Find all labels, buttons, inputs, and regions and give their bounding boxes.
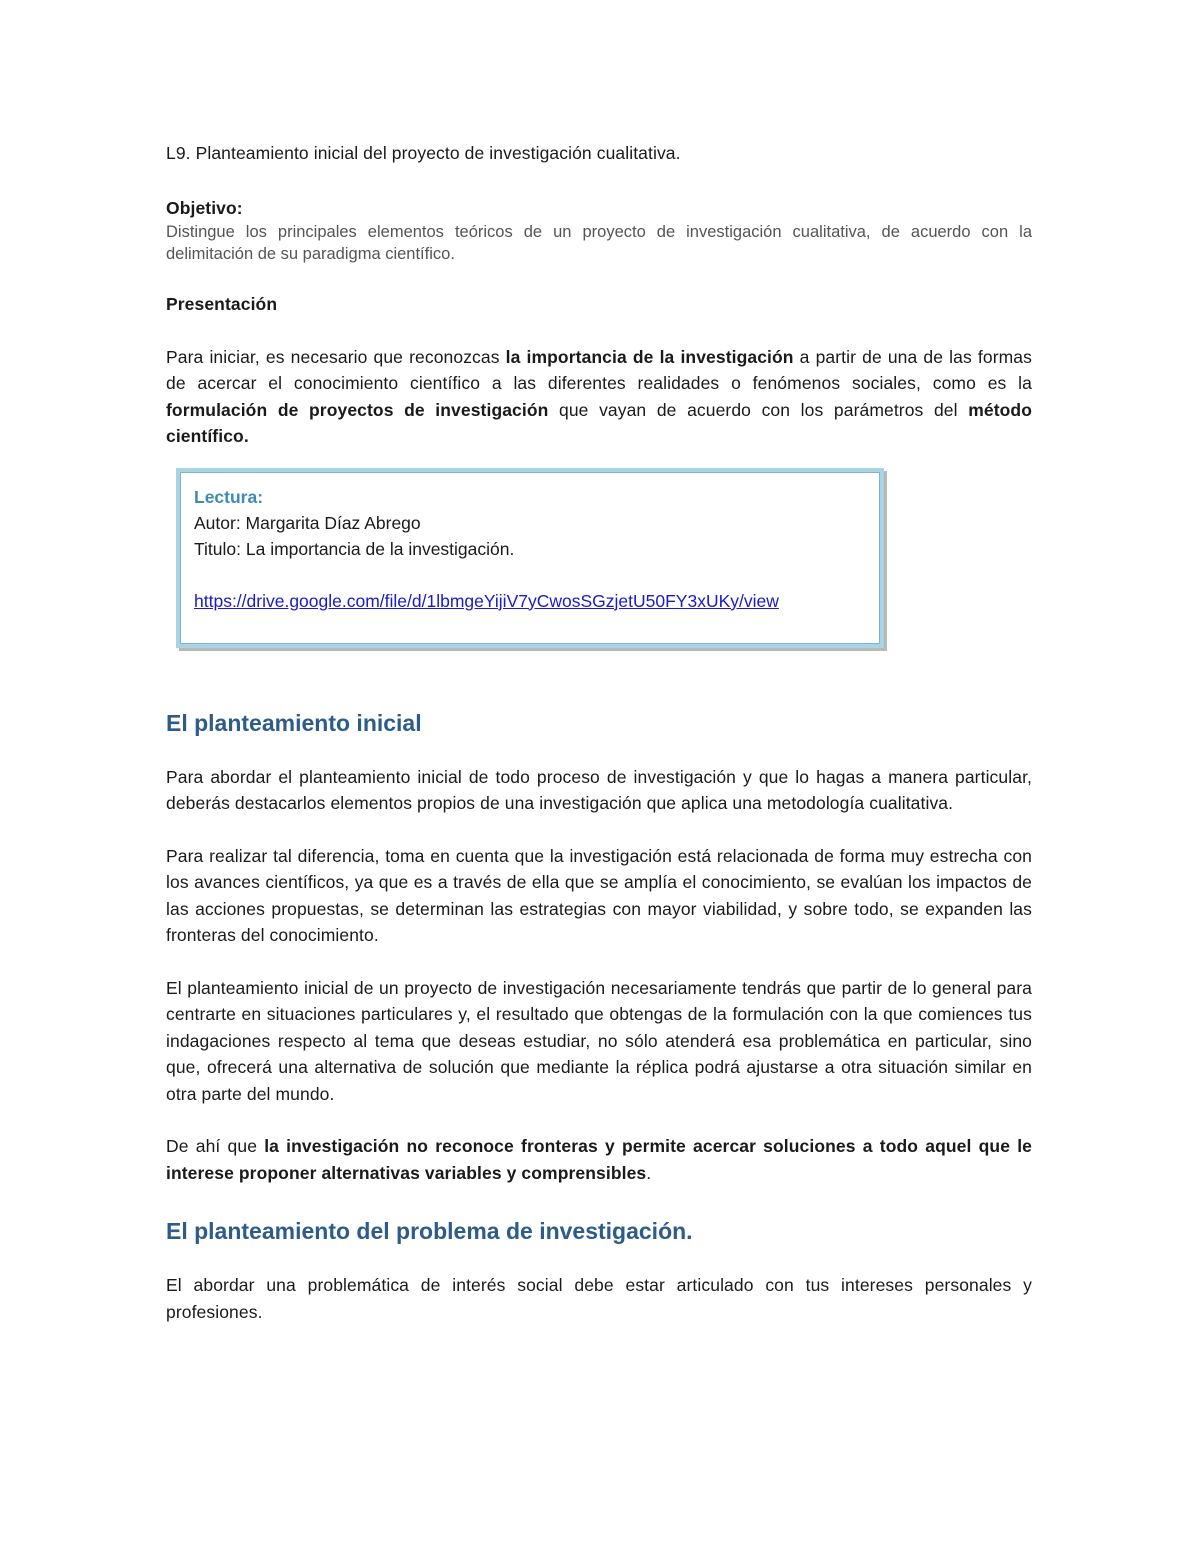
section1-paragraph-2: Para realizar tal diferencia, toma en cuenta que la investigación está relacionada de forma muy estrecha con los avances científicos, ya que es a través de ella que se amplía el conocimiento, se evalúan los impactos de las acciones propuestas, se determinan las estrategias con mayor viabilidad, y sobre todo, se expanden las fronteras del conocimiento. xyxy=(166,845,1032,945)
section-heading-planteamiento-problema: El planteamiento del problema de investigación. xyxy=(166,1218,693,1244)
section-heading-planteamiento-inicial: El planteamiento inicial xyxy=(166,709,422,736)
document-page xyxy=(166,140,1032,1325)
presentation-label: Presentación xyxy=(166,294,278,314)
text-run: . xyxy=(646,1162,652,1183)
presentation-paragraph xyxy=(166,344,1032,450)
text-run: que vayan de acuerdo con los parámetros del xyxy=(548,399,969,420)
bold-text-run: la investigación no reconoce fronteras y permite acercar soluciones a todo aquel que le interese proponer alternativas variables y comprensibles xyxy=(166,1136,1032,1183)
document-title: L9. Planteamiento inicial del proyecto de investigación cualitativa. xyxy=(166,143,681,163)
section1-paragraph-3: El planteamiento inicial de un proyecto de investigación necesariamente tendrás que partir de lo general para centrarte en situaciones particulares y, el resultado que obtengas de la formulación con la que comiences tus indagaciones respecto al tema que deseas estudiar, no sólo atenderá esa problemática en particular, sino que, ofrecerá una alternativa de solución que mediante la réplica podrá ajustarse a otra situación similar en otra parte del mundo. xyxy=(166,977,1032,1104)
text-run: a partir de una de las formas de acercar el conocimiento científico a las diferentes realidades o fenómenos sociales, como es la xyxy=(166,346,1032,393)
bold-text-run: la importancia de la investigación xyxy=(505,346,794,367)
reading-author: Autor: Margarita Díaz Abrego xyxy=(194,512,421,533)
reading-label: Lectura: xyxy=(194,486,264,507)
text-run: De ahí que xyxy=(166,1136,265,1156)
reading-box xyxy=(176,468,884,648)
reading-link[interactable]: https://drive.google.com/file/d/1lbmgeYijiV7yCwosSGzjetU50FY3xUKy/view xyxy=(194,590,779,611)
text-run: Para iniciar, es necesario que reconozcas xyxy=(166,346,506,367)
section1-paragraph-4 xyxy=(166,1133,1032,1186)
bold-text-run: formulación de proyectos de investigación xyxy=(166,399,549,420)
section2-paragraph-1: El abordar una problemática de interés social debe estar articulado con tus intereses personales y profesiones. xyxy=(166,1275,1032,1322)
objective-text: Distingue los principales elementos teóricos de un proyecto de investigación cualitativa, de acuerdo con la delimitación de su paradigma científico. xyxy=(166,223,1032,263)
reading-title: Titulo: La importancia de la investigación. xyxy=(194,538,515,559)
objective-label: Objetivo: xyxy=(166,197,243,218)
bold-text-run: método científico. xyxy=(166,399,1032,446)
section1-paragraph-1: Para abordar el planteamiento inicial de todo proceso de investigación y que lo hagas a manera particular, deberás destacarlos elementos propios de una investigación que aplica una metodología cualitativa. xyxy=(166,766,1032,813)
